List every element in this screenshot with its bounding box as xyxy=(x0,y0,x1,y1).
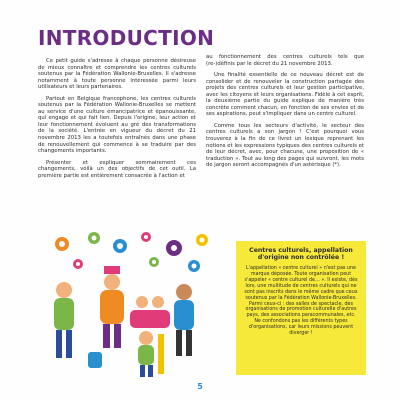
paragraph: Ce petit guide s'adresse à chaque personne désireuse de mieux connaître et comprendre les centres culturels soutenus par la Fédération Wallonie-Bruxelles. Il s'adresse notamment à toute personne intéressée parmi leurs utilisateurs et leurs partenaires. xyxy=(38,58,196,91)
page-title: INTRODUCTION xyxy=(38,26,215,50)
paragraph: au fonctionnement des centres culturels tels que (re-)définis par le décret du 21 novembre 2013. xyxy=(206,54,364,67)
gear-icon xyxy=(113,239,127,253)
right-column xyxy=(206,54,364,174)
info-box-title: Centres culturels, appellation d'origine non contrôlée ! xyxy=(249,247,353,262)
paragraph: Présenter et expliquer sommairement ces changements, voilà un des objectifs de cet outil. La première partie est entièrement consacrée à l'action et xyxy=(38,159,196,179)
paragraph: Une finalité essentielle de ce nouveau décret est de consolider et de renouveler la construction partagée des projets des centres culturels et leur gestion participative, avec les citoyens et leurs organisations. Fidèle à cet esprit, la deuxième partie du guide explique de manière très concrète comment chacun, en fonction de ses envies et de ses aspirations, peut s'impliquer dans un centre culturel. xyxy=(206,72,364,118)
gear-icon xyxy=(188,260,200,272)
paragraph: Comme tous les secteurs d'activité, le secteur des centres culturels a son jargon ! C'est pourquoi vous trouverez à la fin de ce livret un lexique reprenant les notions et les expressions typiques des centres culturels et de leur décret, avec, pour chacune, une proposition de « traduction ». Tout au long des pages qui suivront, les mots de jargon seront accompagnés d'un astérisque (*). xyxy=(206,122,364,169)
gear-icon xyxy=(166,240,182,256)
gear-icon xyxy=(88,232,100,244)
gear-icon xyxy=(196,234,208,246)
person-figure xyxy=(174,284,194,356)
couch xyxy=(130,296,170,328)
info-box-body: L'appellation « centre culturel » n'est pas une marque déposée. Toute organisation peut s'appeler « centre culturel de… ». Il existe, dès lors, une multitude de centres culturels qui ne sont pas inscrits dans le même cadre que ceux soutenus par la Fédération Wallonie-Bruxelles. Parmi ceux-ci : des salles de spectacle, des organisations de promotion culturelle d'autres pays, des associations paracommunales, etc. Ne confondons pas les différents types d'organisations, car leurs missions peuvent diverger ! xyxy=(244,265,358,337)
gear-icon xyxy=(149,257,159,267)
bag xyxy=(88,352,102,368)
paragraph: Partout en Belgique francophone, les centres culturels soutenus par la Fédération Wallonie-Bruxelles se mettent au service d'une culture émancipatrice et épanouissante, qui engage et qui fait lien. Depuis l'origine, leur action et leur fonctionnement évoluent au gré des transformations de la société. L'entrée en vigueur du décret du 21 novembre 2013 les a toutefois entraînés dans une phase de renouvellement qui commence à se traduire par des changements importants. xyxy=(38,95,196,155)
left-column xyxy=(38,58,196,184)
person-figure xyxy=(54,282,74,358)
person-figure xyxy=(138,331,164,377)
person-figure xyxy=(100,266,124,348)
gear-icon xyxy=(141,232,151,242)
info-box xyxy=(236,241,366,375)
gear-icon xyxy=(55,237,69,251)
people-illustration xyxy=(34,230,234,380)
gear-icon xyxy=(73,259,83,269)
page-number: 5 xyxy=(197,382,203,391)
